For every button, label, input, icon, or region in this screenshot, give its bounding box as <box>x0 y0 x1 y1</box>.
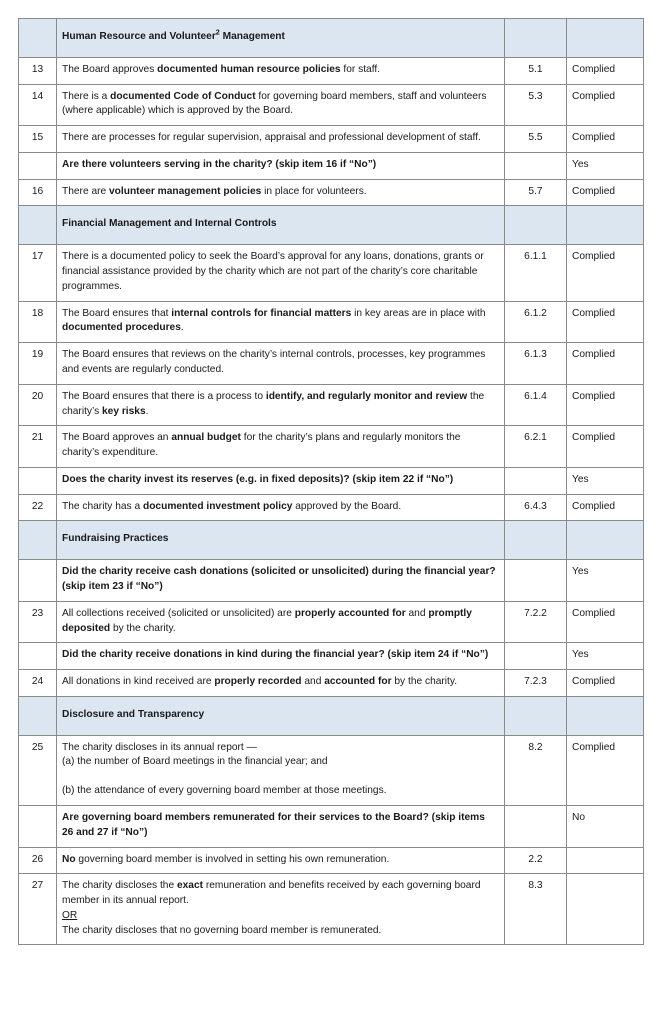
body-text: in place for volunteers. <box>261 185 367 197</box>
code-guideline-cell: 7.2.2 <box>505 601 567 643</box>
body-text: and <box>405 607 429 619</box>
emphasis-text: documented Code of Conduct <box>110 90 256 102</box>
body-text: by the charity. <box>110 622 176 634</box>
body-text: the charity’s <box>62 390 485 417</box>
body-text: for the charity’s plans and regularly monitors the charity’s expenditure. <box>62 432 461 459</box>
row-number-cell: 26 <box>19 847 57 874</box>
response-status-cell <box>567 19 644 58</box>
table-row <box>19 57 644 84</box>
body-text: There are <box>62 185 109 197</box>
row-number-cell: 19 <box>19 343 57 385</box>
emphasis-text: Management <box>219 31 285 42</box>
body-text: for staff. <box>340 63 381 75</box>
row-number-cell <box>19 696 57 735</box>
row-number-cell <box>19 806 57 848</box>
table-row <box>19 643 644 670</box>
checklist-item-text <box>57 670 505 697</box>
checklist-item-text <box>57 426 505 468</box>
row-number-cell <box>19 206 57 245</box>
row-number-cell: 18 <box>19 301 57 343</box>
emphasis-text: No <box>62 853 76 865</box>
row-number-cell: 22 <box>19 494 57 521</box>
checklist-body <box>19 19 644 945</box>
code-guideline-cell <box>505 152 567 179</box>
table-row <box>19 806 644 848</box>
emphasis-text: documented procedures <box>62 322 181 334</box>
response-status-cell: Yes <box>567 467 644 494</box>
body-text: . <box>145 405 149 417</box>
row-number-cell <box>19 560 57 602</box>
response-status-cell: Complied <box>567 57 644 84</box>
response-status-cell: Complied <box>567 245 644 301</box>
checklist-item-text <box>57 560 505 602</box>
table-row <box>19 670 644 697</box>
table-row <box>19 301 644 343</box>
emphasis-text: Are governing board members remunerated for their services to the Board? (skip items 26 and 27 if “No”) <box>62 812 485 838</box>
emphasis-text: documented human resource policies <box>157 63 341 75</box>
code-guideline-cell: 2.2 <box>505 847 567 874</box>
checklist-item-text <box>57 152 505 179</box>
checklist-item-text <box>57 696 505 735</box>
response-status-cell <box>567 696 644 735</box>
body-text: by the charity. <box>391 676 458 688</box>
response-status-cell: Yes <box>567 152 644 179</box>
table-row <box>19 467 644 494</box>
body-text: in key areas are in place with <box>351 307 486 319</box>
emphasis-text: documented investment policy <box>142 500 293 512</box>
response-status-cell: Complied <box>567 384 644 426</box>
checklist-item-text <box>57 301 505 343</box>
table-row <box>19 601 644 643</box>
response-status-cell <box>567 847 644 874</box>
body-text: approved by the Board. <box>292 500 402 512</box>
checklist-item-text <box>57 343 505 385</box>
emphasis-text: volunteer management policies <box>109 185 262 197</box>
emphasis-text: promptly deposited <box>62 607 472 634</box>
code-guideline-cell: 5.5 <box>505 126 567 153</box>
response-status-cell: Complied <box>567 601 644 643</box>
response-status-cell: Yes <box>567 560 644 602</box>
emphasis-text: Human Resource and Volunteer <box>62 31 216 42</box>
checklist-item-text <box>57 179 505 206</box>
emphasis-text: key risks <box>102 405 146 417</box>
checklist-item-text <box>57 206 505 245</box>
table-row <box>19 19 644 58</box>
table-row <box>19 735 644 805</box>
body-text: governing board member is involved in setting his own remuneration. <box>75 853 390 865</box>
body-text: remuneration and benefits received by each governing board member in its annual report. <box>62 880 481 907</box>
checklist-item-text <box>57 735 505 805</box>
emphasis-text: Does the charity invest its reserves (e.g. in fixed deposits)? (skip item 22 if “No”) <box>62 473 454 485</box>
code-guideline-cell: 8.2 <box>505 735 567 805</box>
code-guideline-cell: 6.4.3 <box>505 494 567 521</box>
row-number-cell <box>19 521 57 560</box>
code-guideline-cell: 6.2.1 <box>505 426 567 468</box>
response-status-cell: Complied <box>567 179 644 206</box>
table-row <box>19 84 644 126</box>
table-row <box>19 206 644 245</box>
response-status-cell: Complied <box>567 426 644 468</box>
body-text: There are processes for regular supervision, appraisal and professional development of staff. <box>62 132 481 144</box>
emphasis-text: internal controls for financial matters <box>171 307 352 319</box>
code-guideline-cell: 6.1.1 <box>505 245 567 301</box>
response-status-cell: Complied <box>567 670 644 697</box>
response-status-cell: Complied <box>567 735 644 805</box>
body-text: The Board ensures that reviews on the charity’s internal controls, processes, key programmes and events are regularly conducted. <box>62 349 486 375</box>
row-number-cell: 16 <box>19 179 57 206</box>
response-status-cell: Complied <box>567 301 644 343</box>
table-row <box>19 521 644 560</box>
row-number-cell: 14 <box>19 84 57 126</box>
row-number-cell: 23 <box>19 601 57 643</box>
checklist-item-text <box>57 847 505 874</box>
emphasis-text: annual budget <box>171 432 241 444</box>
code-guideline-cell: 5.3 <box>505 84 567 126</box>
emphasis-text: accounted for <box>324 676 392 688</box>
row-number-cell: 20 <box>19 384 57 426</box>
table-row <box>19 126 644 153</box>
checklist-item-text <box>57 126 505 153</box>
body-text: for governing board members, staff and volunteers (where applicable) which is approved by the Board. <box>62 90 487 117</box>
code-guideline-cell: 6.1.3 <box>505 343 567 385</box>
checklist-item-text <box>57 57 505 84</box>
emphasis-text: Did the charity receive donations in kind during the financial year? (skip item 24 if “No”) <box>62 649 489 661</box>
body-text: The charity discloses the <box>62 880 177 892</box>
checklist-item-text <box>57 601 505 643</box>
paragraph-spacer <box>62 770 499 784</box>
row-number-cell: 15 <box>19 126 57 153</box>
code-guideline-cell: 6.1.4 <box>505 384 567 426</box>
response-status-cell <box>567 874 644 945</box>
governance-checklist-table <box>18 18 644 945</box>
row-number-cell <box>19 19 57 58</box>
code-guideline-cell: 7.2.3 <box>505 670 567 697</box>
code-guideline-cell: 6.1.2 <box>505 301 567 343</box>
code-guideline-cell <box>505 19 567 58</box>
checklist-item-text <box>57 643 505 670</box>
code-guideline-cell <box>505 806 567 848</box>
row-number-cell: 17 <box>19 245 57 301</box>
body-text: The Board ensures that <box>62 307 172 319</box>
code-guideline-cell <box>505 643 567 670</box>
row-number-cell <box>19 643 57 670</box>
table-row <box>19 426 644 468</box>
emphasis-text: properly recorded <box>214 676 302 688</box>
table-row <box>19 179 644 206</box>
response-status-cell <box>567 206 644 245</box>
emphasis-text: properly accounted for <box>294 607 406 619</box>
body-text: The charity discloses that no governing board member is remunerated. <box>62 924 382 936</box>
table-row <box>19 696 644 735</box>
body-text: . <box>180 322 184 334</box>
emphasis-text: Disclosure and Transparency <box>62 708 205 720</box>
emphasis-text: Financial Management and Internal Controls <box>62 218 277 230</box>
checklist-item-text <box>57 521 505 560</box>
table-row <box>19 874 644 945</box>
table-row <box>19 384 644 426</box>
checklist-item-text <box>57 806 505 848</box>
table-row <box>19 847 644 874</box>
table-row <box>19 245 644 301</box>
code-guideline-cell: 5.7 <box>505 179 567 206</box>
response-status-cell: Yes <box>567 643 644 670</box>
underlined-text: OR <box>62 909 78 921</box>
body-text: The Board approves <box>62 63 158 75</box>
row-number-cell <box>19 467 57 494</box>
row-number-cell: 24 <box>19 670 57 697</box>
response-status-cell: Complied <box>567 494 644 521</box>
checklist-item-text <box>57 245 505 301</box>
body-text: The charity discloses in its annual report — <box>62 741 257 753</box>
row-number-cell <box>19 152 57 179</box>
table-row <box>19 560 644 602</box>
response-status-cell <box>567 521 644 560</box>
response-status-cell: Complied <box>567 343 644 385</box>
table-row <box>19 343 644 385</box>
row-number-cell: 21 <box>19 426 57 468</box>
code-guideline-cell <box>505 560 567 602</box>
checklist-item-text <box>57 19 505 58</box>
checklist-item-text <box>57 84 505 126</box>
checklist-item-text <box>57 384 505 426</box>
checklist-item-text <box>57 874 505 945</box>
body-text: The charity has a <box>62 500 143 512</box>
body-text: The Board ensures that there is a process to <box>62 390 266 402</box>
code-guideline-cell <box>505 206 567 245</box>
body-text: All collections received (solicited or unsolicited) are <box>62 607 295 619</box>
emphasis-text: identify, and regularly monitor and review <box>265 390 468 402</box>
table-row <box>19 494 644 521</box>
body-text: and <box>301 676 325 688</box>
emphasis-text: Are there volunteers serving in the charity? (skip item 16 if “No”) <box>62 158 377 170</box>
footnote-marker: 2 <box>215 27 220 37</box>
response-status-cell: Complied <box>567 126 644 153</box>
code-guideline-cell <box>505 696 567 735</box>
code-guideline-cell: 8.3 <box>505 874 567 945</box>
row-number-cell: 27 <box>19 874 57 945</box>
emphasis-text: exact <box>176 880 204 892</box>
checklist-item-text <box>57 467 505 494</box>
code-guideline-cell <box>505 521 567 560</box>
code-guideline-cell <box>505 467 567 494</box>
response-status-cell: No <box>567 806 644 848</box>
body-text: The Board approves an <box>62 432 172 444</box>
emphasis-text: Fundraising Practices <box>62 533 169 545</box>
checklist-item-text <box>57 494 505 521</box>
response-status-cell: Complied <box>567 84 644 126</box>
body-text: (a) the number of Board meetings in the financial year; and <box>62 756 328 768</box>
body-text: (b) the attendance of every governing board member at those meetings. <box>62 785 387 797</box>
row-number-cell: 13 <box>19 57 57 84</box>
table-row <box>19 152 644 179</box>
body-text: There is a <box>62 90 111 102</box>
row-number-cell: 25 <box>19 735 57 805</box>
code-guideline-cell: 5.1 <box>505 57 567 84</box>
body-text: There is a documented policy to seek the Board’s approval for any loans, donations, grants or financial assistance provided by the charity which are not part of the charity’s core charitable programmes. <box>62 251 484 292</box>
body-text: All donations in kind received are <box>62 676 215 688</box>
emphasis-text: Did the charity receive cash donations (solicited or unsolicited) during the financial year? (skip item 23 if “No”) <box>62 566 496 592</box>
